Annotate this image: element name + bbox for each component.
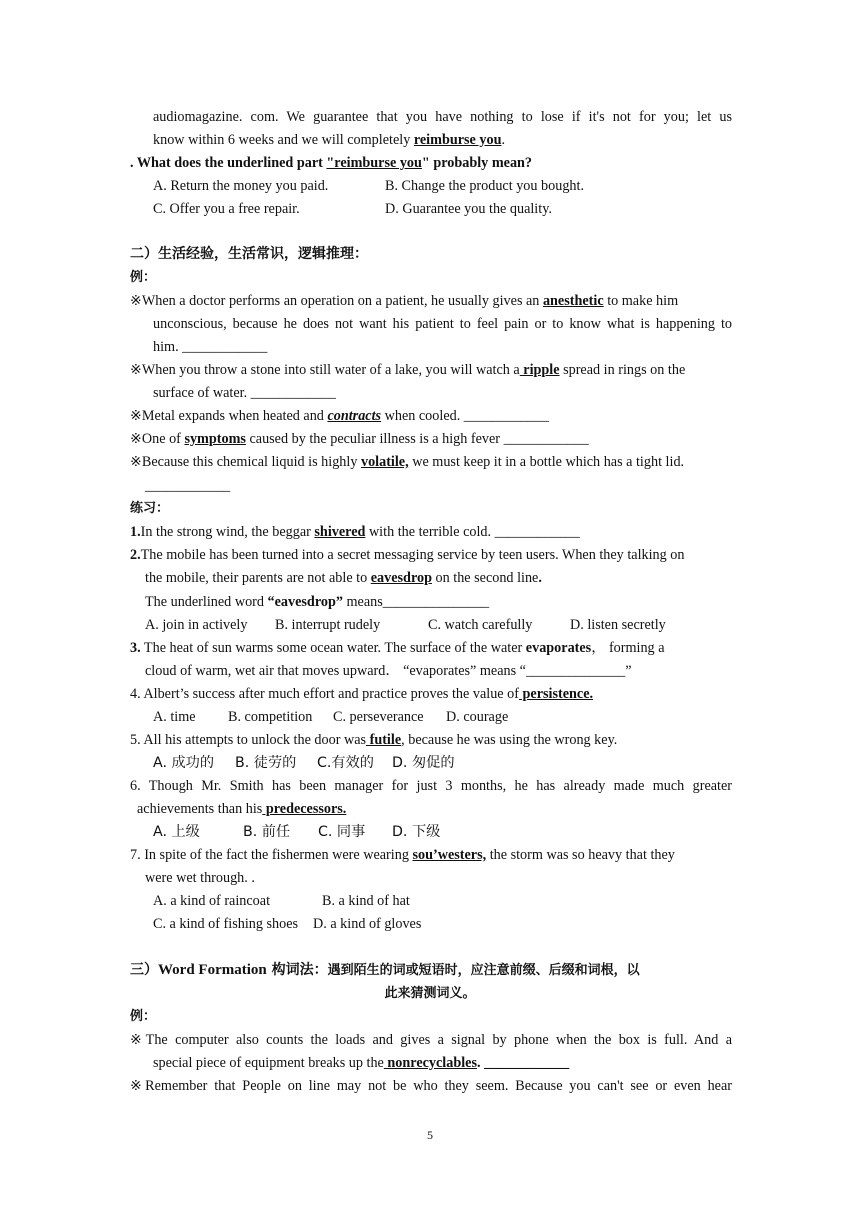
option-a: A. Return the money you paid. [153, 178, 329, 194]
practice-6-line-2: achievements than his predecessors. [137, 801, 347, 817]
practice-2-option-d: D. listen secretly [570, 617, 666, 633]
option-b: B. Change the product you bought. [385, 178, 584, 194]
practice-2-option-a: A. join in actively [145, 617, 248, 633]
example-3: ※Metal expands when heated and contracts when cooled. ____________ [130, 408, 549, 424]
section-2-heading: 二）生活经验，生活常识，逻辑推理： [130, 246, 368, 262]
practice-5-option-c: C.有效的 [317, 755, 374, 771]
practice-4-option-d: D. courage [446, 709, 509, 725]
practice-2-line-3: The underlined word “eavesdrop” means_______________ [145, 594, 490, 610]
intro-line-2: know within 6 weeks and we will completely reimburse you. [153, 132, 506, 148]
practice-5-option-b: B. 徒劳的 [235, 755, 297, 771]
practice-5-option-d: D. 匆促的 [392, 755, 455, 771]
example-5-line-2: ____________ [145, 478, 231, 494]
example-2-line-1: ※When you throw a stone into still water of a lake, you will watch a ripple spread in rings on the [130, 362, 686, 378]
practice-7-option-c: C. a kind of fishing shoes [153, 916, 299, 932]
practice-7-line-1: 7. In spite of the fact the fishermen were wearing sou’westers, the storm was so heavy that they [130, 847, 675, 863]
practice-4-option-a: A. time [153, 709, 196, 725]
practice-6-option-c: C. 同事 [318, 824, 366, 840]
example-1-line-2: unconscious, because he does not want his patient to feel pain or to know what is happening to [153, 316, 732, 332]
page-number: 5 [427, 1128, 433, 1142]
section-3-example-1-line-2: special piece of equipment breaks up the nonrecyclables. ____________ [153, 1055, 570, 1071]
practice-7-option-a: A. a kind of raincoat [153, 893, 271, 909]
practice-6-line-1: 6. Though Mr. Smith has been manager for just 3 months, he has already made much greater [130, 778, 732, 794]
intro-line-1: audiomagazine. com. We guarantee that you have nothing to lose if it's not for you; let us [153, 109, 732, 125]
underlined-phrase: reimburse you [413, 132, 502, 148]
practice-4: 4. Albert’s success after much effort and practice proves the value of persistence. [130, 686, 594, 702]
example-1-line-1: ※When a doctor performs an operation on a patient, he usually gives an anesthetic to make him [130, 293, 679, 309]
section-3-example-2-line-1: ※Remember that People on line may not be who they seem. Because you can't see or even hear [130, 1078, 732, 1094]
practice-7-option-b: B. a kind of hat [322, 893, 410, 909]
practice-3-line-1: 3. The heat of sun warms some ocean water. The surface of the water evaporates， forming a [130, 640, 665, 656]
practice-6-option-b: B. 前任 [243, 824, 291, 840]
practice-2-option-b: B. interrupt rudely [275, 617, 381, 633]
section-3-heading: 三）Word Formation 构词法：遇到陌生的词或短语时，应注意前缀、后缀和词根，以 [130, 962, 640, 978]
practice-7-line-2: were wet through. . [145, 870, 255, 886]
practice-2-line-1: 2.The mobile has been turned into a secret messaging service by teen users. When they talking on [130, 547, 685, 563]
practice-1: 1.In the strong wind, the beggar shivered with the terrible cold. ____________ [130, 524, 580, 540]
practice-7-option-d: D. a kind of gloves [313, 916, 422, 932]
example-1-line-3: him. ____________ [153, 339, 268, 355]
section-3-example-1-line-1: ※The computer also counts the loads and gives a signal by phone when the box is full. And a [130, 1032, 732, 1048]
practice-2-option-c: C. watch carefully [428, 617, 533, 633]
option-c: C. Offer you a free repair. [153, 201, 300, 217]
practice-label: 练习： [130, 501, 170, 516]
example-2-line-2: surface of water. ____________ [153, 385, 336, 401]
example-label: 例： [130, 270, 157, 285]
practice-3-line-2: cloud of warm, wet air that moves upward． “evaporates” means “______________” [145, 663, 632, 679]
intro-question: . What does the underlined part "reimburse you" probably mean? [130, 155, 533, 171]
option-d: D. Guarantee you the quality. [385, 201, 552, 217]
example-5-line-1: ※Because this chemical liquid is highly volatile, we must keep it in a bottle which has a tight lid. [130, 454, 685, 470]
practice-6-option-d: D. 下级 [392, 824, 441, 840]
practice-2-line-2: the mobile, their parents are not able to eavesdrop on the second line. [145, 570, 542, 586]
practice-6-option-a: A. 上级 [153, 824, 200, 840]
practice-4-option-c: C. perseverance [333, 709, 424, 725]
practice-4-option-b: B. competition [228, 709, 313, 725]
practice-5-option-a: A. 成功的 [153, 755, 215, 771]
section-3-heading-line-2: 此来猜测词义。 [384, 986, 476, 1001]
section-3-example-label: 例： [130, 1009, 157, 1024]
example-4: ※One of symptoms caused by the peculiar illness is a high fever ____________ [130, 431, 589, 447]
practice-5: 5. All his attempts to unlock the door was futile, because he was using the wrong key. [130, 732, 618, 748]
